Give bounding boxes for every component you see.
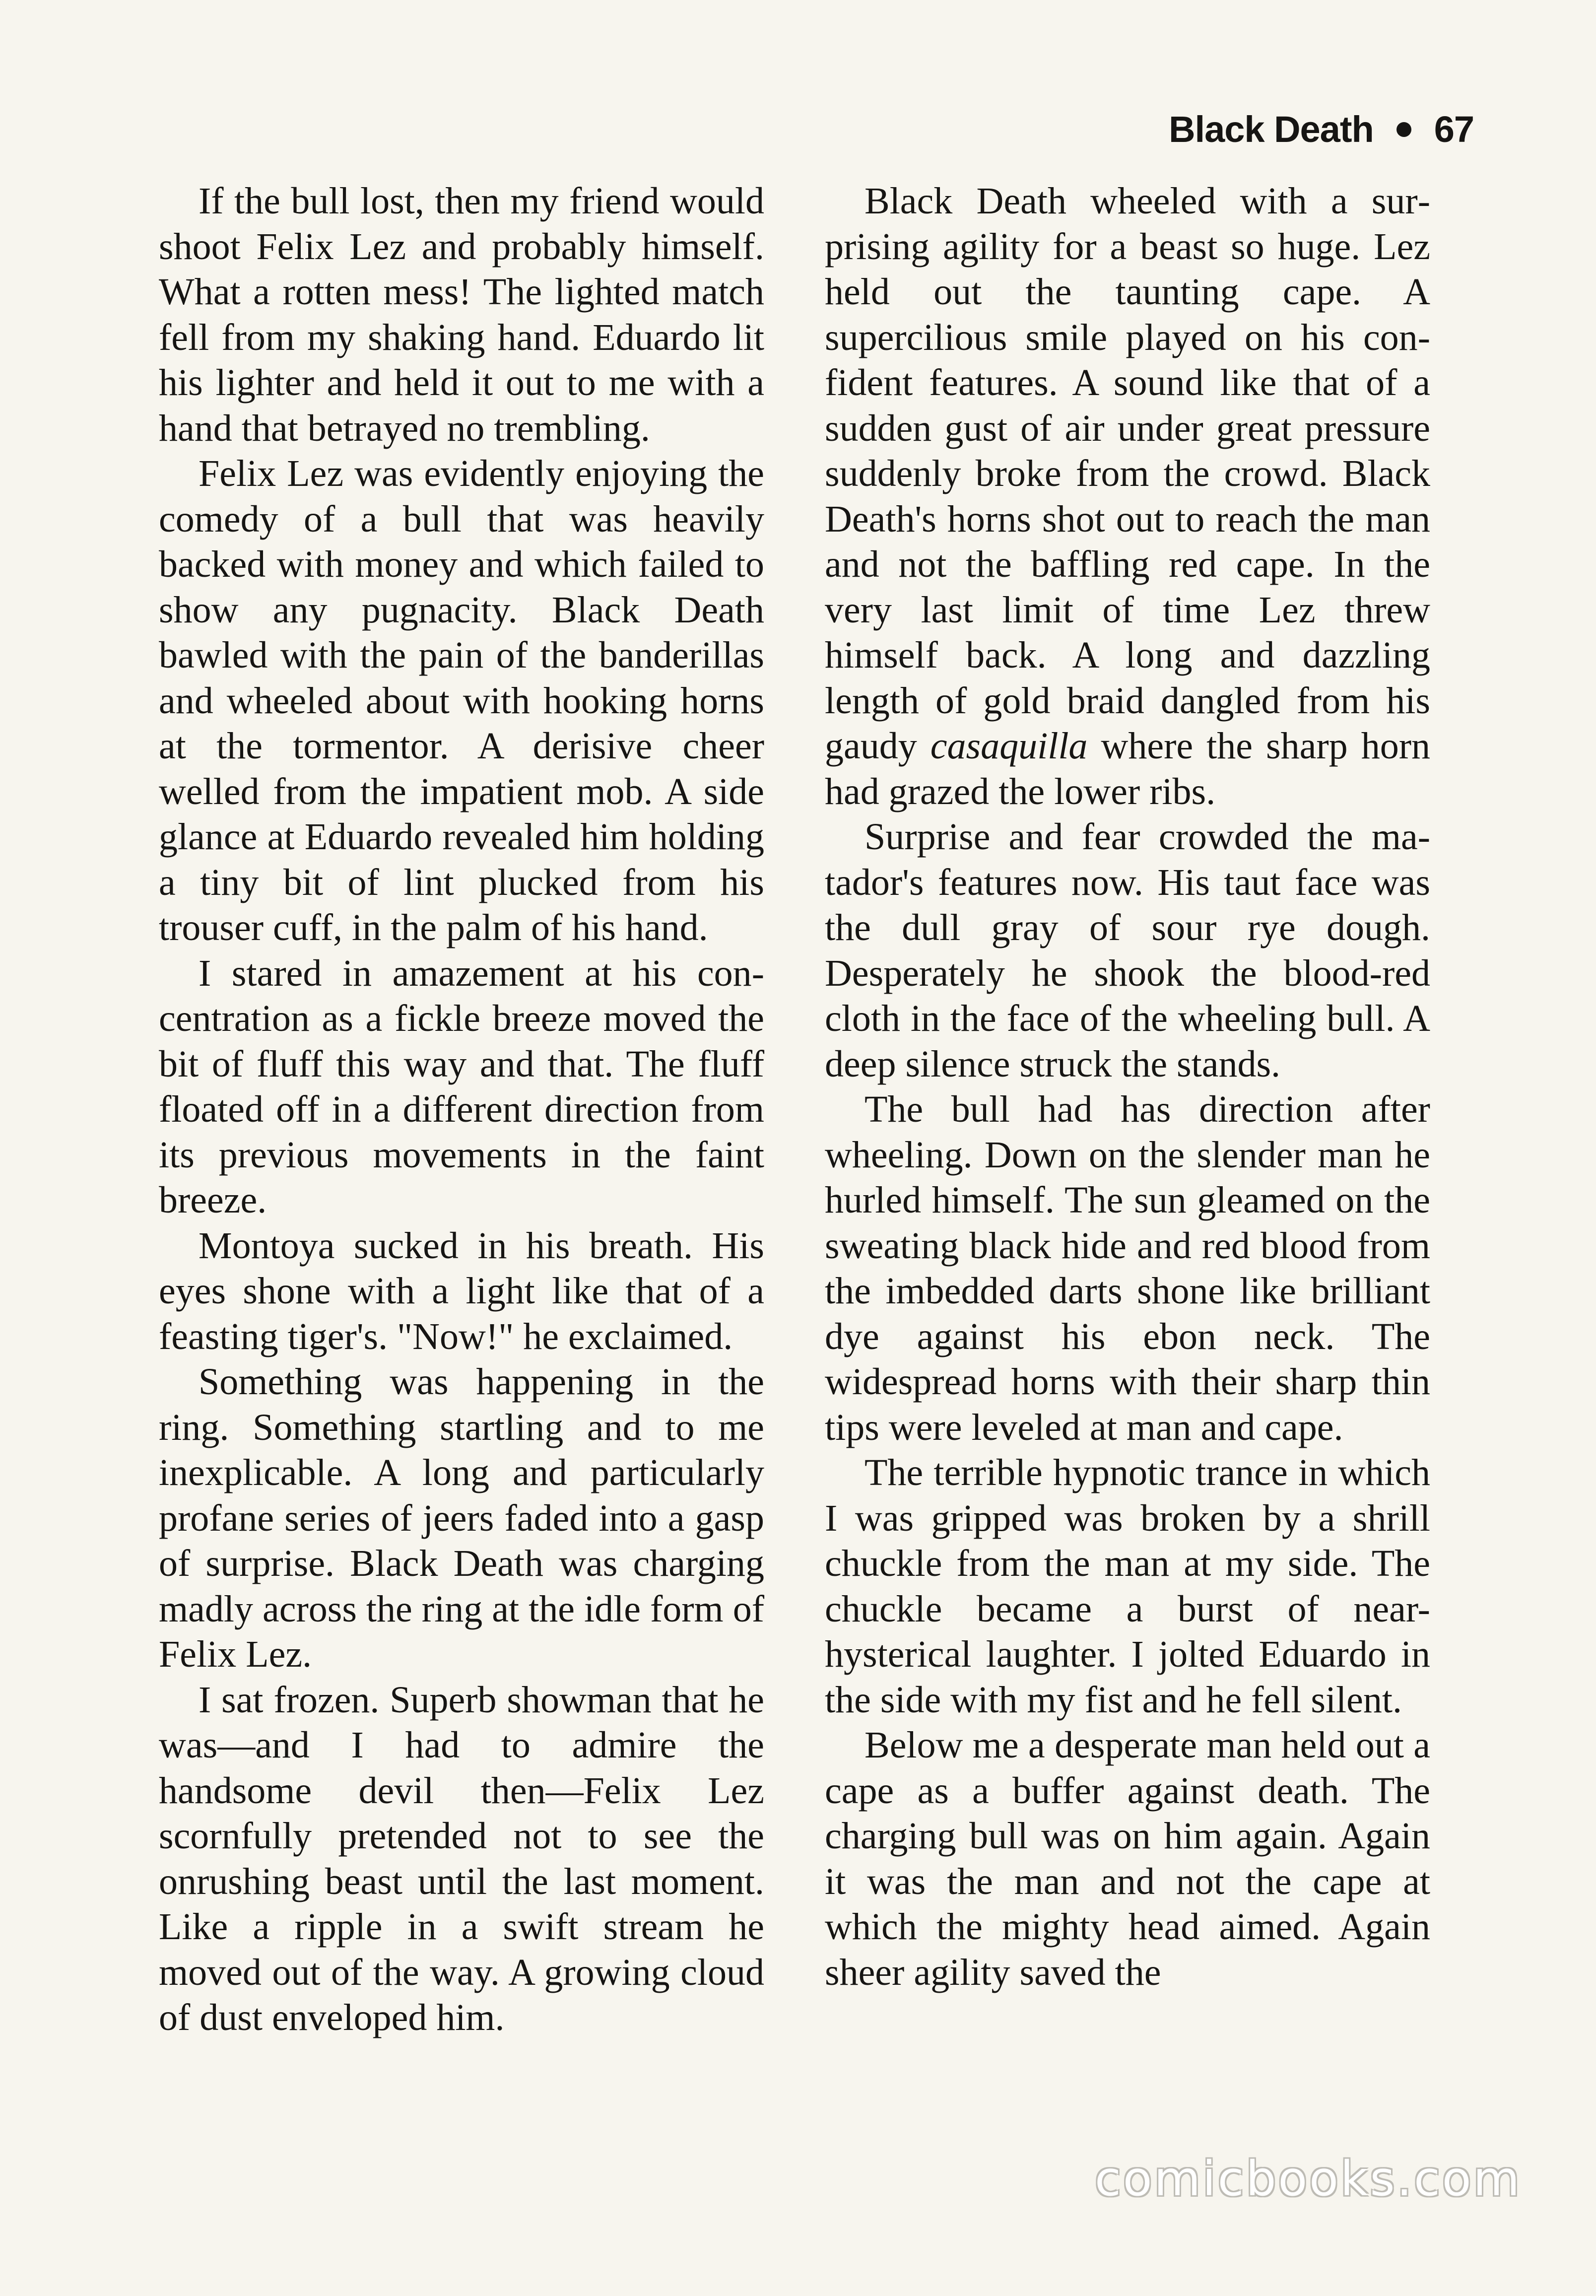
italic-word: casaquilla <box>930 725 1088 767</box>
watermark: comicbooks.com <box>1094 2151 1522 2207</box>
running-title: Black Death <box>1169 109 1374 150</box>
paragraph: The terrible hypnotic trance in which I was gripped was broken by a shrill chuckle from the man at my side. The chuckle became a burst of near-hysterical laughter. I jolted Eduardo in the side with my fist and he fell silent. <box>825 1452 1430 1721</box>
paragraph <box>825 179 1430 814</box>
paragraph: Something was happening in the ring. Something startling and to me inexplicable. A long and particularly profane series of jeers faded into a gasp of surprise. Black Death was charging madly across the ring at the idle form of Felix Lez. <box>159 1361 764 1675</box>
paragraph: I stared in amazement at his concentration as a fickle breeze moved the bit of fluff this way and that. The fluff floated off in a different direction from its previous movements in the faint breeze. <box>159 952 764 1221</box>
paragraph: The bull had has direction after wheeling. Down on the slender man he hurled himself. The sun gleamed on the sweating black hide and red blood from the imbedded darts shone like brilliant dye against his ebon neck. The widespread horns with their sharp thin tips were leveled at man and cape. <box>825 1088 1430 1448</box>
left-column <box>159 179 764 2041</box>
paragraph: Felix Lez was evidently enjoying the comedy of a bull that was heavily backed with money and which failed to show any pugnacity. Black Death bawled with the pain of the banderillas and wheeled about with hooking horns at the tormentor. A derisive cheer welled from the impatient mob. A side glance at Eduardo revealed him holding a tiny bit of lint plucked from his trouser cuff, in the palm of his hand. <box>159 453 764 948</box>
running-header <box>1169 108 1474 150</box>
paragraph: Below me a desperate man held out a cape as a buffer against death. The charging bull was on him again. Again it was the man and not the cape at which the mighty head aimed. Again sheer agility saved the <box>825 1724 1430 1993</box>
paragraph: Surprise and fear crowded the matador's features now. His taut face was the dull gray of sour rye dough. Desperately he shook the blood-red cloth in the face of the wheeling bull. A deep silence struck the stands. <box>825 816 1430 1085</box>
right-column <box>825 179 1430 1995</box>
paragraph-text: Black Death wheeled with a surprising agility for a beast so huge. Lez held out the taunting cape. A supercilious smile played on his confident features. A sound like that of a sudden gust of air under great pressure suddenly broke from the crowd. Black Death's horns shot out to reach the man and not the baffling red cape. In the very last limit of time Lez threw himself back. A long and dazzling length of gold braid dangled from his gaudy <box>825 180 1430 767</box>
page-number: 67 <box>1434 109 1474 150</box>
paragraph: I sat frozen. Superb showman that he was—and I had to admire the handsome devil then—Felix Lez scornfully pretended not to see the onrushing beast until the last moment. Like a ripple in a swift stream he moved out of the way. A growing cloud of dust enveloped him. <box>159 1679 764 2038</box>
paragraph-text-end: where the sharp horn had grazed the lower ribs. <box>825 725 1431 812</box>
bullet-icon <box>1396 122 1411 137</box>
paragraph: Montoya sucked in his breath. His eyes shone with a light like that of a feasting tiger's. "Now!" he exclaimed. <box>159 1224 764 1357</box>
paragraph: If the bull lost, then my friend would shoot Felix Lez and probably himself. What a rotten mess! The lighted match fell from my shaking hand. Eduardo lit his lighter and held it out to me with a hand that betrayed no trembling. <box>159 180 764 449</box>
